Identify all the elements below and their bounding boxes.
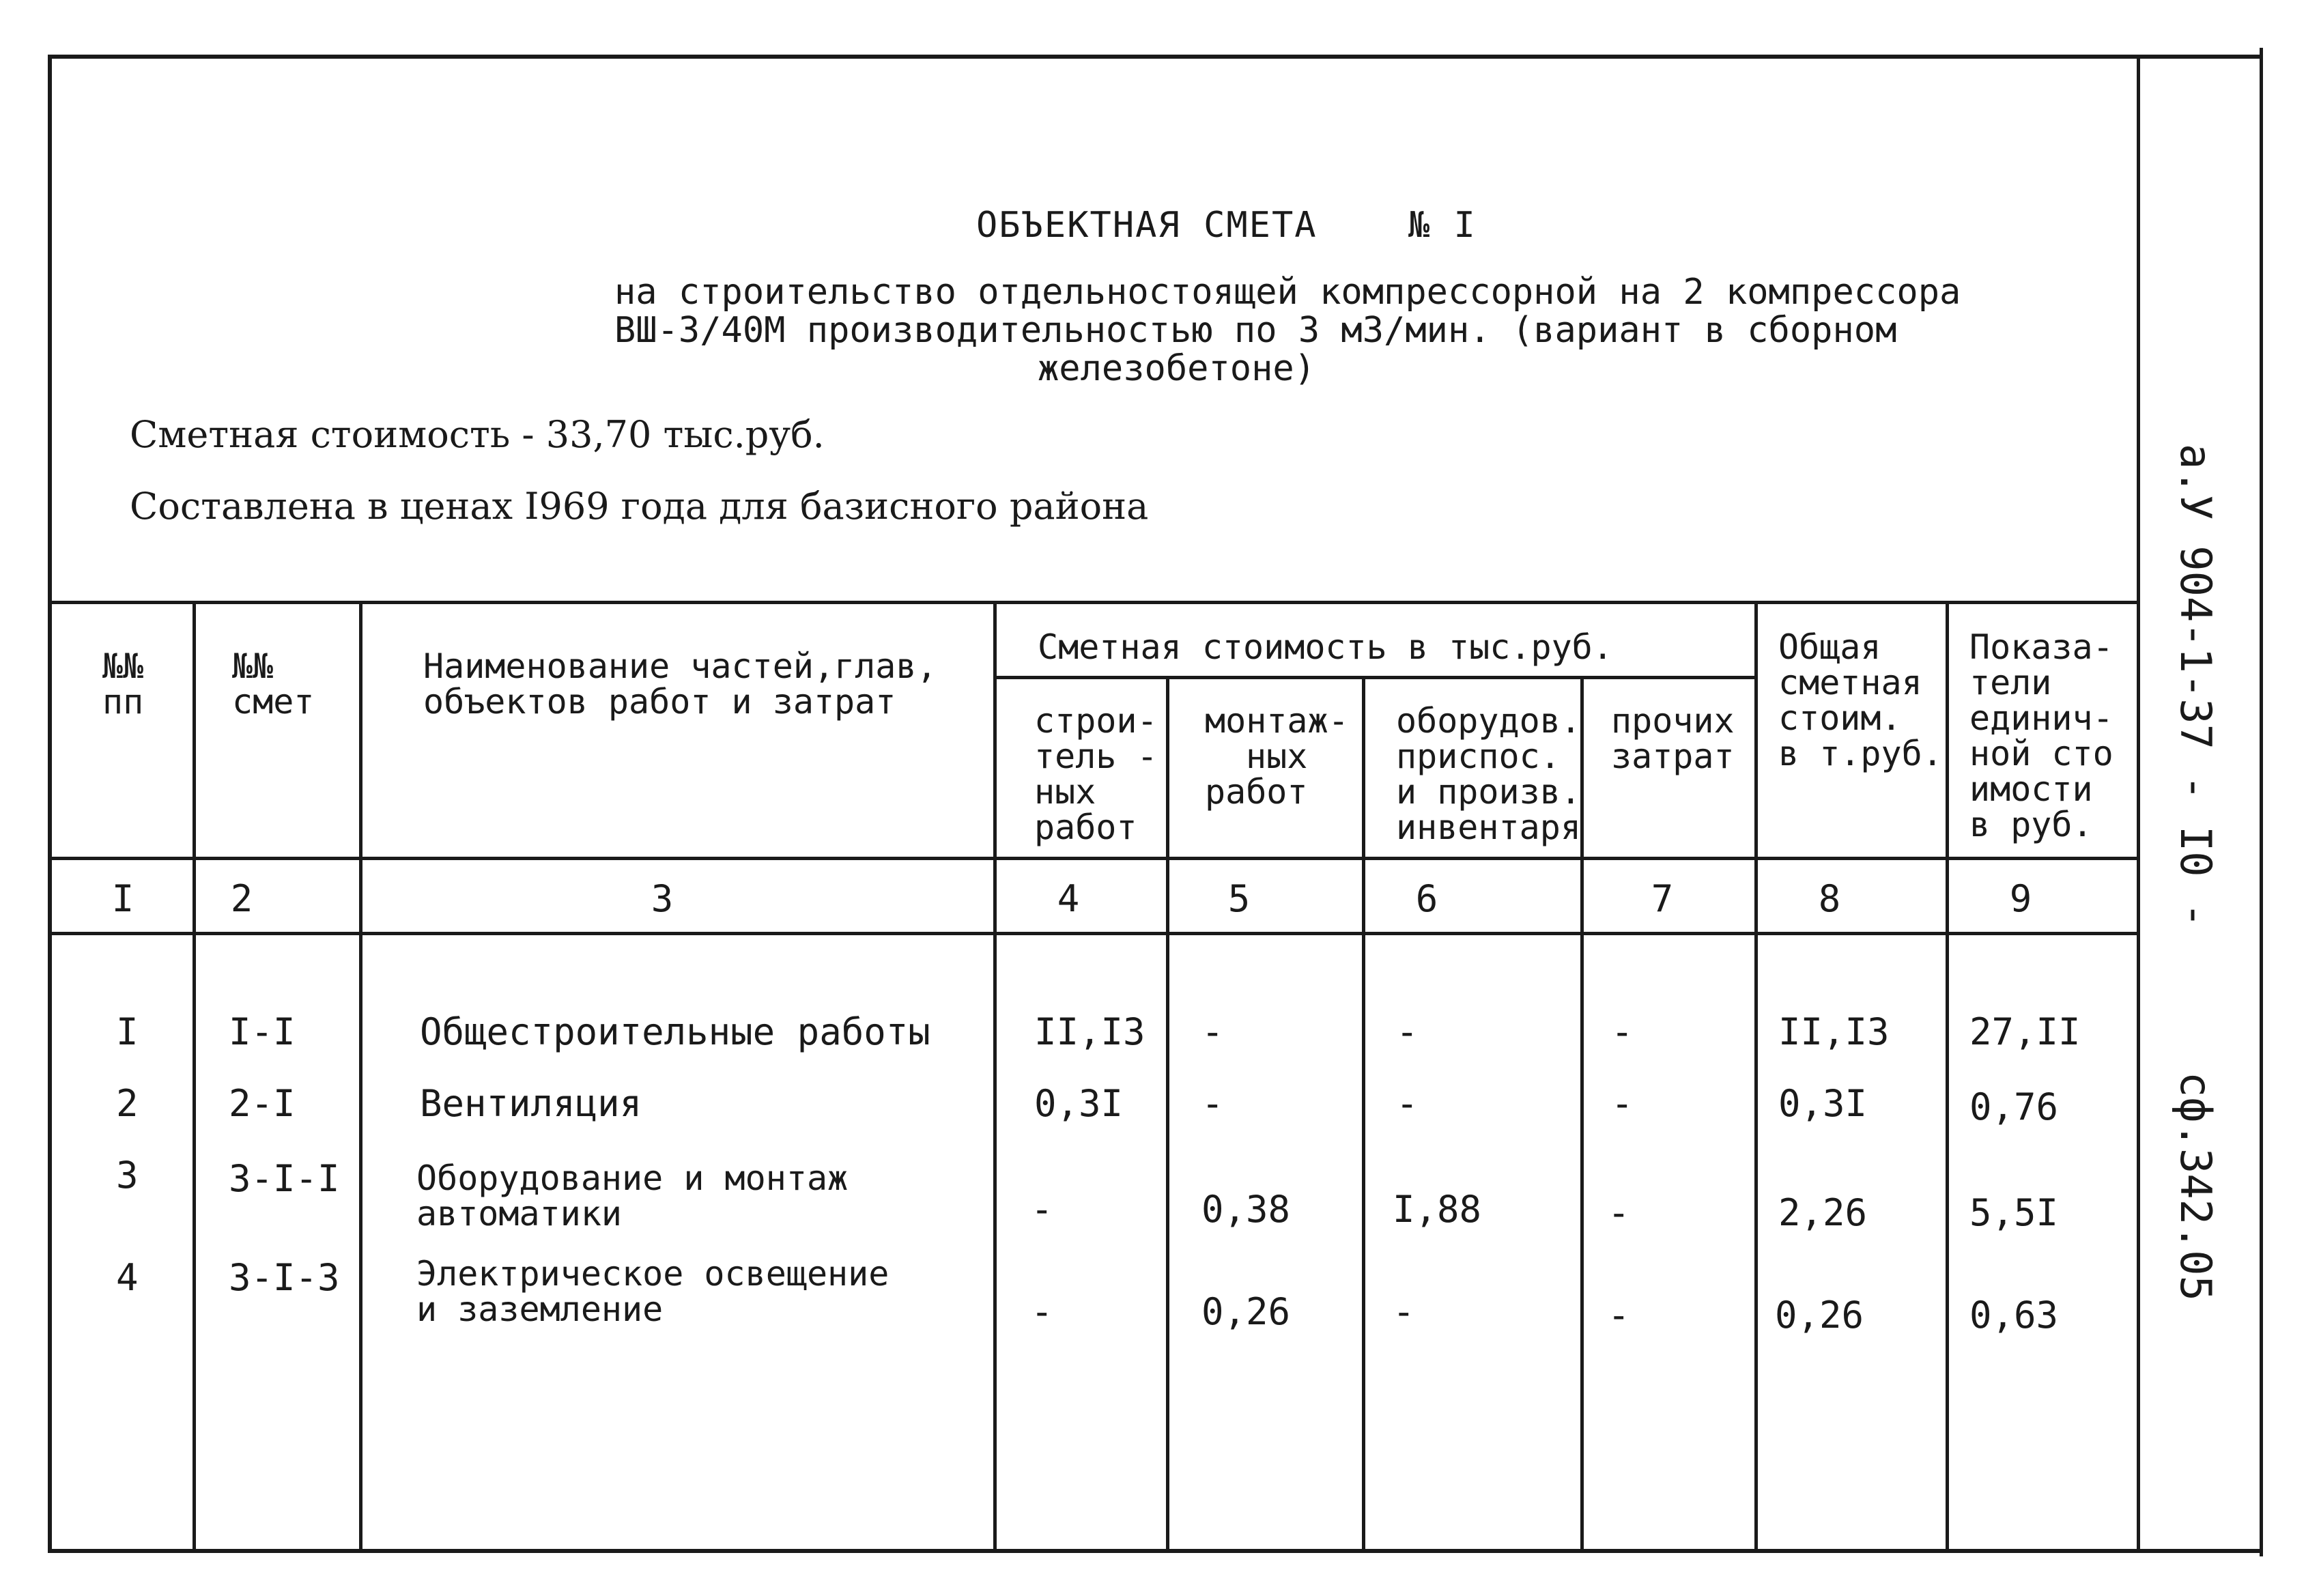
column-number: 6: [1415, 877, 1438, 920]
group-header-line: [993, 676, 1754, 679]
estimate-number: I-I: [229, 1010, 296, 1053]
column-number: 9: [2009, 877, 2032, 920]
construction-cost: 0,3I: [1034, 1082, 1124, 1125]
column-number: I: [111, 877, 134, 920]
subtitle-line: ВШ-3/40М производительностью по 3 м3/мин. (вариант в сборном: [614, 310, 1897, 351]
unit-indicator: 27,II: [1969, 1010, 2081, 1053]
header-name: Наименование частей,глав, объектов работ и затрат: [423, 646, 937, 722]
column-number: 4: [1057, 877, 1080, 920]
construction-cost: -: [1031, 1188, 1053, 1231]
equipment-cost: -: [1396, 1082, 1419, 1125]
estimated-cost: Сметная стоимость - 33,70 тыс.руб.: [130, 413, 825, 456]
equipment-cost: -: [1393, 1290, 1415, 1333]
col-divider-8: [1946, 601, 1949, 1553]
column-number: 8: [1818, 877, 1841, 920]
header-estimate-number: №№ смет: [232, 646, 315, 722]
header-installation: монтаж- ных работ: [1205, 701, 1349, 812]
side-stamp-sheet: сф.342.05: [2171, 1072, 2221, 1301]
table-top-line: [52, 601, 2137, 604]
construction-cost: -: [1031, 1290, 1053, 1333]
col-divider-3: [993, 601, 997, 1553]
column-number: 2: [230, 877, 253, 920]
stamp-divider-line: [2137, 58, 2140, 1553]
total-cost: 2,26: [1778, 1191, 1868, 1234]
header-construction: строи- тель - ных работ: [1034, 701, 1158, 847]
column-number: 3: [651, 877, 674, 920]
subtitle-line: железобетоне): [1038, 348, 1315, 389]
column-numbers-line: [52, 932, 2137, 935]
unit-indicator: 0,63: [1969, 1294, 2059, 1337]
total-cost: 0,3I: [1778, 1082, 1868, 1125]
column-number: 7: [1651, 877, 1674, 920]
header-row-number: №№ пп: [102, 646, 144, 722]
col-divider-1: [193, 601, 196, 1553]
col-divider-7: [1754, 601, 1758, 1553]
item-name: Общестроительные работы: [420, 1010, 930, 1053]
prices-note: Составлена в ценах I969 года для базисного района: [130, 485, 1149, 528]
item-name: Вентиляция: [420, 1082, 642, 1125]
document-subtitle: [614, 273, 1980, 388]
row-number: 2: [116, 1082, 139, 1125]
unit-indicator: 0,76: [1969, 1085, 2059, 1128]
total-cost: II,I3: [1778, 1010, 1890, 1053]
header-other: прочих затрат: [1611, 701, 1735, 776]
item-name: Оборудование и монтаж автоматики: [416, 1158, 849, 1234]
subtitle-line: на строительство отдельностоящей компрессорной на 2 компрессора: [614, 272, 1961, 313]
side-stamp-code: а.У 904-1-37 - I0 -: [2171, 444, 2221, 928]
estimate-number: 3-I-3: [229, 1256, 340, 1299]
installation-cost: 0,38: [1201, 1188, 1291, 1231]
document-title: ОБЪЕКТНАЯ СМЕТА № I: [976, 205, 1477, 246]
header-unit-indicators: Показа- тели единич- ной сто имости в руб.: [1969, 627, 2113, 844]
col-divider-4: [1166, 676, 1169, 1553]
item-name: Электрическое освещение и заземление: [416, 1254, 889, 1329]
estimate-number: 3-I-I: [229, 1157, 340, 1200]
col-divider-5: [1362, 676, 1365, 1553]
installation-cost: 0,26: [1201, 1290, 1291, 1333]
equipment-cost: -: [1396, 1010, 1419, 1053]
header-total: Общая сметная стоим. в т.руб.: [1778, 627, 1943, 773]
row-number: I: [116, 1010, 139, 1053]
installation-cost: -: [1201, 1082, 1224, 1125]
header-group-cost: Сметная стоимость в тыс.руб.: [1038, 627, 1613, 667]
document-number: № I: [1408, 205, 1477, 246]
column-number: 5: [1227, 877, 1251, 920]
equipment-cost: I,88: [1393, 1188, 1482, 1231]
header-bottom-line: [52, 857, 2137, 860]
row-number: 3: [116, 1154, 139, 1197]
installation-cost: -: [1201, 1010, 1224, 1053]
construction-cost: II,I3: [1034, 1010, 1145, 1053]
header-equipment: оборудов. приспос. и произв. инвентаря: [1396, 701, 1581, 847]
other-cost: -: [1611, 1010, 1634, 1053]
right-border-line: [2260, 48, 2263, 1556]
other-cost: -: [1608, 1294, 1630, 1337]
other-cost: -: [1608, 1191, 1630, 1234]
row-number: 4: [116, 1256, 139, 1299]
total-cost: 0,26: [1775, 1294, 1864, 1337]
estimate-number: 2-I: [229, 1082, 296, 1125]
col-divider-2: [359, 601, 362, 1553]
other-cost: -: [1611, 1082, 1634, 1125]
unit-indicator: 5,5I: [1969, 1191, 2059, 1234]
